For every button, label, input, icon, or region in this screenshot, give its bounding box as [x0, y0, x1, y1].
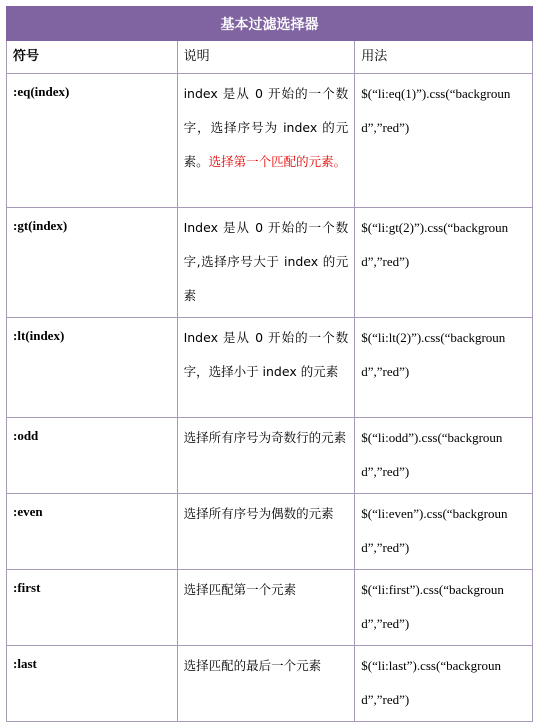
header-symbol-text: 符号 — [13, 49, 40, 64]
selector-cell — [7, 646, 178, 722]
usage-cell — [355, 646, 533, 722]
selector-text: :eq(index) — [13, 84, 70, 99]
selector-reference-table-container — [6, 6, 533, 722]
selector-text: :odd — [13, 428, 39, 443]
header-symbol — [7, 41, 178, 74]
selector-text: :even — [13, 504, 43, 519]
description-cell — [177, 570, 355, 646]
header-usage-text: 用法 — [361, 49, 388, 64]
description-cell — [177, 418, 355, 494]
description-text: 选择匹配的最后一个元素 — [183, 658, 322, 673]
table-row — [7, 418, 533, 494]
selector-cell — [7, 318, 178, 418]
selector-cell — [7, 74, 178, 208]
description-cell — [177, 208, 355, 318]
selector-cell — [7, 494, 178, 570]
table-header-row — [7, 41, 533, 74]
selector-text: :gt(index) — [13, 218, 68, 233]
header-description-text: 说明 — [183, 49, 210, 64]
selector-cell — [7, 418, 178, 494]
usage-text: $(“li:eq(1)”).css(“background”,”red”) — [361, 86, 511, 135]
table-row — [7, 570, 533, 646]
description-text: 选择所有序号为偶数的元素 — [183, 506, 334, 521]
usage-text: $(“li:lt(2)”).css(“background”,”red”) — [361, 330, 506, 379]
table-row — [7, 494, 533, 570]
description-cell — [177, 318, 355, 418]
usage-cell — [355, 74, 533, 208]
selector-cell — [7, 570, 178, 646]
usage-text: $(“li:odd”).css(“background”,”red”) — [361, 430, 503, 479]
table-row — [7, 646, 533, 722]
description-text: Index 是从 0 开始的一个数字,选择序号大于 index 的元素 — [183, 220, 349, 303]
usage-cell — [355, 570, 533, 646]
description-cell — [177, 74, 355, 208]
description-cell — [177, 646, 355, 722]
usage-cell — [355, 208, 533, 318]
description-cell — [177, 494, 355, 570]
usage-cell — [355, 318, 533, 418]
header-usage — [355, 41, 533, 74]
description-highlight: 选择第一个匹配的元素。 — [208, 154, 347, 169]
header-description — [177, 41, 355, 74]
description-main: index 是从 0 开始的一个数字，选择序号为 index 的元素。 — [183, 86, 349, 169]
selector-text: :lt(index) — [13, 328, 65, 343]
selector-cell — [7, 208, 178, 318]
description-text: 选择所有序号为奇数行的元素 — [183, 430, 347, 445]
usage-text: $(“li:gt(2)”).css(“background”,”red”) — [361, 220, 509, 269]
selector-text: :first — [13, 580, 41, 595]
table-row — [7, 208, 533, 318]
usage-text: $(“li:even”).css(“background”,”red”) — [361, 506, 508, 555]
table-row — [7, 74, 533, 208]
description-text: 选择匹配第一个元素 — [183, 582, 297, 597]
basic-filter-selector-table — [6, 6, 533, 722]
usage-text: $(“li:last”).css(“background”,”red”) — [361, 658, 501, 707]
usage-text: $(“li:first”).css(“background”,”red”) — [361, 582, 504, 631]
table-title-row — [7, 7, 533, 41]
description-text: Index 是从 0 开始的一个数字，选择小于 index 的元素 — [183, 330, 349, 379]
usage-cell — [355, 418, 533, 494]
table-row — [7, 318, 533, 418]
selector-text: :last — [13, 656, 37, 671]
usage-cell — [355, 494, 533, 570]
table-title: 基本过滤选择器 — [7, 7, 533, 41]
description-text — [178, 74, 355, 183]
